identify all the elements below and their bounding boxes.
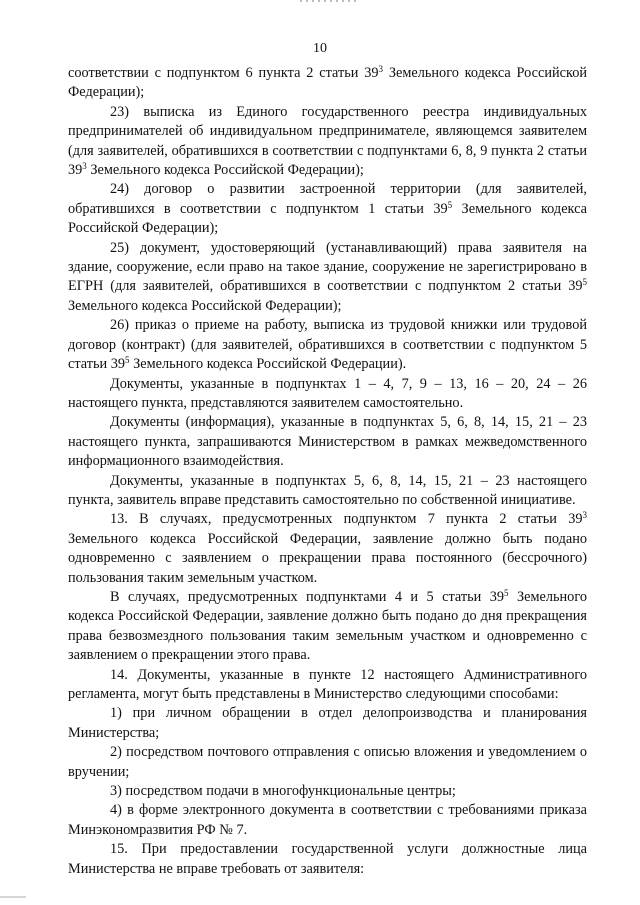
section-13: 13. В случаях, предусмотренных подпунктом 7 пункта 2 статьи $39^3$ Земельного кодекса Российской Федерации, заявление должно быть подано одновременно с заявлением о прекращении права постоянного (бессрочного) пользования таким земельным участком.: [68, 510, 587, 586]
section-14: 14. Документы, указанные в пункте 12 настоящего Административного регламента, могут быть представлены в Министерство следующими способами:: [68, 666, 587, 702]
section-13-part-2: В случаях, предусмотренных подпунктами 4 и 5 статьи $39^5$ Земельного кодекса Российской Федерации, заявление должно быть подано до дня прекращения права безвозмездного пользования таким земельным участком и одновременно с заявлением о прекращении этого права.: [68, 587, 587, 664]
section-15: 15. При предоставлении государственной услуги должностные лица Министерства не вправе требовать от заявителя:: [68, 841, 587, 877]
paragraph-own-initiative: Документы, указанные в подпунктах 5, 6, 8, 14, 15, 21 – 23 настоящего пункта, заявитель вправе представить самостоятельно по собственной инициативе.: [68, 472, 587, 508]
list-item-24: 24) договор о развитии застроенной территории (для заявителей, обратившихся в соответствии с подпунктом 1 статьи $39^5$ Земельного кодекса Российской Федерации);: [68, 181, 587, 237]
paragraph-interagency-request: Документы (информация), указанные в подпунктах 5, 6, 8, 14, 15, 21 – 23 настоящего пункта, запрашиваются Министерством в рамках межведомственного информационного взаимодействия.: [68, 414, 587, 470]
scan-artifact: [300, 0, 360, 2]
paragraph-self-submitted: Документы, указанные в подпунктах 1 – 4, 7, 9 – 13, 16 – 20, 24 – 26 настоящего пункта, представляются заявителем самостоятельно.: [68, 375, 587, 411]
list-item-25: 25) документ, удостоверяющий (устанавливающий) права заявителя на здание, сооружение, если право на такое здание, сооружение не зарегистрировано в ЕГРН (для заявителей, обратившихся в соответствии с подпунктом 2 статьи $39^5$ Земельного кодекса Российской Федерации);: [68, 239, 587, 314]
section-14-item-2: 2) посредством почтового отправления с описью вложения и уведомлением о вручении;: [68, 744, 587, 780]
section-14-item-3: 3) посредством подачи в многофункциональные центры;: [110, 783, 456, 800]
list-item-26: 26) приказ о приеме на работу, выписка из трудовой книжки или трудовой договор (контракт) (для заявителей, обратившихся в соответствии с подпунктом 5 статьи $39^5$ Земельного кодекса Российской Федерации).: [68, 317, 587, 373]
list-item-23: 23) выписка из Единого государственного реестра индивидуальных предпринимателей об индивидуальном предпринимателе, являющемся заявителем (для заявителей, обратившихся в соответствии с подпунктами 6, 8, 9 пункта 2 статьи $39^3$ Земельного кодекса Российской Федерации);: [68, 103, 587, 179]
paragraph-continuation: соответствии с подпунктом 6 пункта 2 статьи $39^3$ Земельного кодекса Российской Федерации);: [68, 64, 587, 101]
scan-edge-artifact: [0, 896, 26, 898]
document-body: [68, 64, 587, 879]
section-14-item-1: 1) при личном обращении в отдел делопроизводства и планирования Министерства;: [68, 705, 587, 741]
section-14-item-4: 4) в форме электронного документа в соответствии с требованиями приказа Минэкономразвития РФ № 7.: [68, 802, 587, 838]
page-number: 10: [313, 41, 327, 56]
